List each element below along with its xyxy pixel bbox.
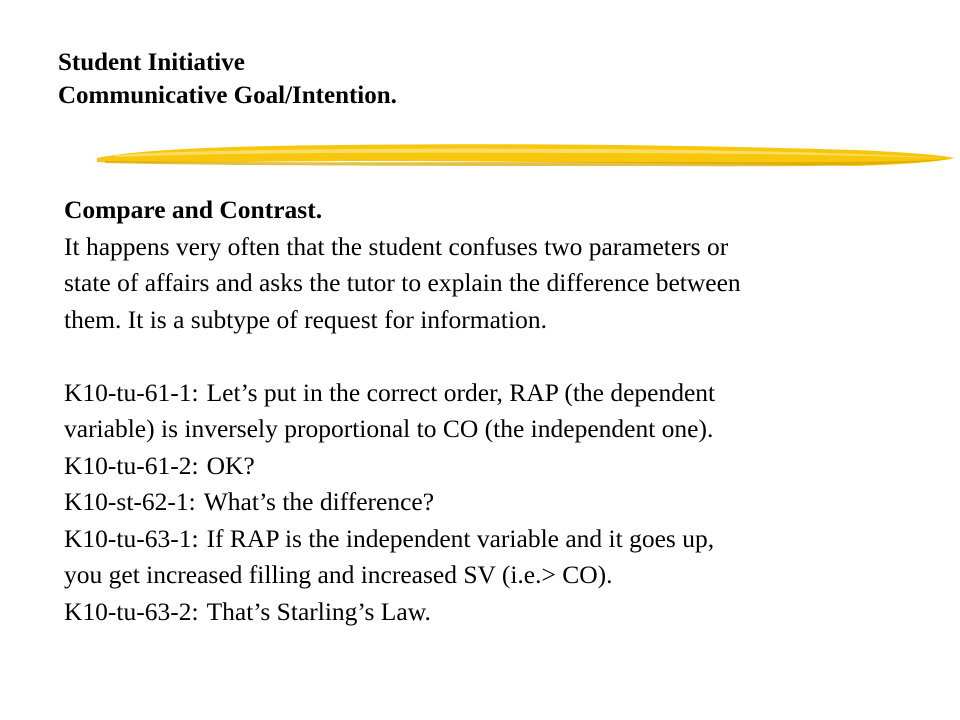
transcript-line [64, 411, 944, 448]
transcript-line [64, 521, 944, 558]
description-line: state of affairs and asks the tutor to explain the difference between [64, 268, 741, 297]
transcript-line [64, 448, 944, 485]
transcript-line [64, 375, 944, 412]
utterance-id: K10-st-62-1: [64, 487, 196, 516]
transcript-line [64, 594, 944, 631]
utterance-text: What’s the difference? [203, 487, 435, 516]
title-line-1: Student Initiative [58, 49, 245, 76]
transcript-line [64, 484, 944, 521]
slide-body [64, 192, 944, 630]
section-heading: Compare and Contrast. [64, 195, 323, 224]
utterance-text: you get increased filling and increased SV (i.e.> CO). [64, 560, 613, 589]
brush-stroke-divider [95, 128, 957, 178]
description-line: them. It is a subtype of request for information. [64, 304, 547, 334]
transcript-line [64, 557, 944, 594]
description-line: It happens very often that the student confuses two parameters or [64, 231, 729, 261]
slide-title [58, 46, 397, 112]
utterance-id: K10-tu-63-1: [64, 523, 199, 553]
utterance-text: If RAP is the independent variable and it goes up, [206, 523, 715, 553]
utterance-id: K10-tu-61-1: [64, 377, 199, 407]
utterance-text: That’s Starling’s Law. [206, 596, 431, 626]
utterance-text: variable) is inversely proportional to CO (the independent one). [64, 414, 714, 443]
blank-line [64, 338, 944, 375]
utterance-id: K10-tu-63-2: [64, 596, 199, 626]
utterance-id: K10-tu-61-2: [64, 450, 199, 480]
utterance-text: Let’s put in the correct order, RAP (the dependent [206, 377, 716, 407]
utterance-text: OK? [206, 450, 255, 480]
title-line-2: Communicative Goal/Intention. [58, 82, 397, 109]
